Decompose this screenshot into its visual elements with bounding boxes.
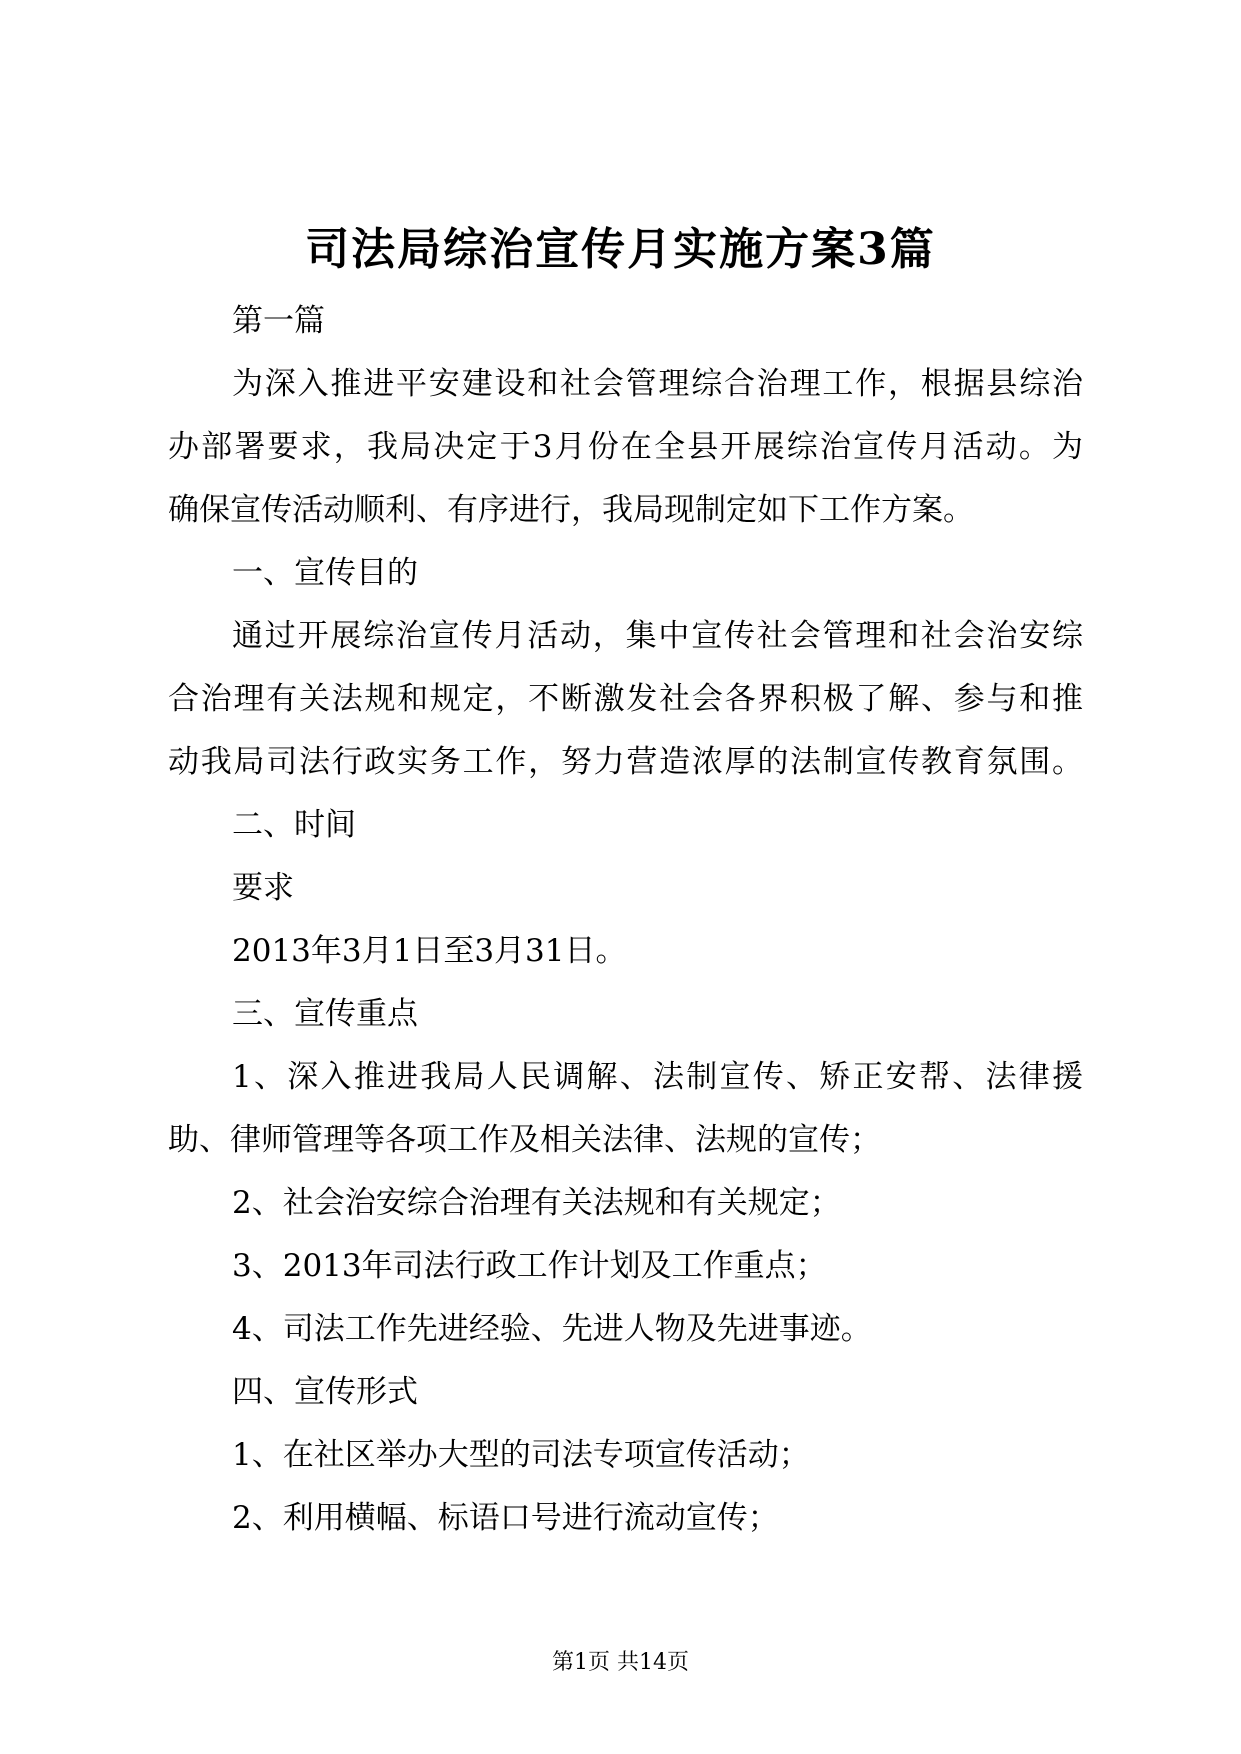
paragraph-line: 2、利用横幅、标语口号进行流动宣传； (232, 1500, 779, 1536)
paragraph-line: 三、宣传重点 (232, 996, 418, 1032)
paragraph-line: 1、深入推进我局人民调解、法制宣传、矫正安帮、法律援 (232, 1059, 1083, 1095)
paragraph-line: 二、时间 (232, 807, 356, 843)
paragraph-line: 要求 (232, 870, 294, 906)
paragraph-line: 3、2013年司法行政工作计划及工作重点； (232, 1248, 827, 1284)
page-footer: 第1页 共14页 (552, 1650, 689, 1675)
paragraph-line: 动我局司法行政实务工作，努力营造浓厚的法制宣传教育氛围。 (168, 744, 1083, 780)
paragraph-line: 为深入推进平安建设和社会管理综合治理工作，根据县综治 (232, 366, 1083, 402)
paragraph-line: 助、律师管理等各项工作及相关法律、法规的宣传； (168, 1122, 881, 1158)
paragraph-line: 第一篇 (232, 303, 325, 339)
paragraph-line: 1、在社区举办大型的司法专项宣传活动； (232, 1437, 810, 1473)
paragraph-line: 一、宣传目的 (232, 555, 418, 591)
paragraph-line: 2、社会治安综合治理有关法规和有关规定； (232, 1185, 841, 1221)
paragraph-line: 办部署要求，我局决定于3月份在全县开展综治宣传月活动。为 (168, 429, 1083, 465)
document-body (168, 290, 1083, 1550)
paragraph-line: 通过开展综治宣传月活动，集中宣传社会管理和社会治安综 (232, 618, 1083, 654)
paragraph-line: 四、宣传形式 (232, 1374, 418, 1410)
paragraph-line: 合治理有关法规和规定，不断激发社会各界积极了解、参与和推 (168, 681, 1083, 717)
paragraph-line: 2013年3月1日至3月31日。 (232, 933, 627, 969)
paragraph-line: 确保宣传活动顺利、有序进行，我局现制定如下工作方案。 (168, 492, 974, 528)
document-title: 司法局综治宣传月实施方案3篇 (305, 224, 936, 275)
paragraph-line: 4、司法工作先进经验、先进人物及先进事迹。 (232, 1311, 872, 1347)
